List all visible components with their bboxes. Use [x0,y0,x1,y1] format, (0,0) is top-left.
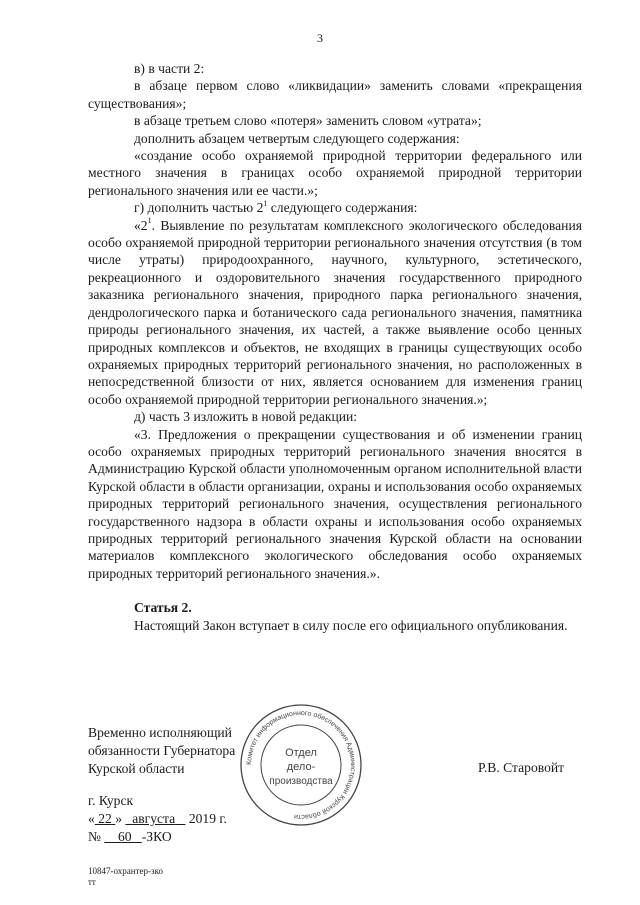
paragraph-abzac1: в абзаце первом слово «ликвидации» заменить словами «прекращения существования»; [88,78,582,111]
document-body [88,60,582,634]
paragraph-part3: «3. Предложения о прекращении существования и об изменении границ особо охраняемых природных территорий регионального значения вносятся в Администрацию Курской области уполномоченным органом исполнительной власти Курской области в области организации, охраны и использования особо охраняемых природных территорий регионального значения, осуществления регионального государственного надзора в области охраны и использования особо охраняемых природных территорий регионального значения Курской области на основании материалов комплексного экологического обследования особо охраняемых природных территорий регионального значения.». [88,426,582,581]
signature-block [88,724,235,778]
paragraph-abzac3: в абзаце третьем слово «потеря» заменить словом «утрата»; [134,113,482,129]
typist-initials: тт [88,877,96,887]
date-mid: » [115,811,122,826]
document-code: 10847-охрантер-зко [88,866,163,876]
paragraph-add4: дополнить абзацем четвертым следующего содержания: [134,130,460,146]
date-open: « [88,811,95,826]
city: г. Курск [88,793,134,808]
stamp-center-line3: производства [269,776,333,787]
paragraph-d: д) часть 3 изложить в новой редакции: [134,409,358,425]
paragraph-g [88,199,582,216]
date-line [88,810,227,828]
stamp-ring-text: Комитет информационного обеспечения Администрации Курской области [245,709,357,821]
signatory-name: Р.В. Старовойт [478,760,565,775]
date-month: августа [132,811,176,826]
paragraph-part21 [88,217,582,408]
office-stamp [236,700,366,830]
stamp-center-line1: Отдел [285,747,317,759]
paragraph-v: в) в части 2: [134,61,205,76]
paragraph-quote-creation: «создание особо охраняемой природной территории федерального или местного значения в границах особо охраняемой природной территории регионального значения или ее части.»; [88,148,582,198]
article-heading: Статья 2. [134,600,192,616]
date-day: 22 [98,811,112,826]
signature-line-2: обязанности Губернатора [88,743,236,758]
signature-line-1: Временно исполняющий [88,725,232,740]
page-number: 3 [317,31,323,45]
footer-code [88,866,163,888]
part21-sup: 1 [147,216,152,226]
stamp-center-line2: дело- [286,761,316,773]
g-sup: 1 [263,198,268,208]
part21-open: «2 [134,217,148,233]
signature-line-3: Курской области [88,761,185,776]
number-prefix: № [88,829,101,844]
place-date-block [88,792,227,846]
part21-body: . Выявление по результатам комплексного экологического обследования особо охраняемой природной территории регионального значения отсутствия (в том числе утраты) природоохранного, научного, культурного, эстетического, рекреационного и оздоровительного значения государственного природного заказника регионального значения, природного парка регионального значения, дендрологического парка и ботанического сада регионального значения, памятника природы регионального значения, их частей, а также выявление особо ценных природных комплексов и объектов, не входящих в границы существующих особо охраняемых природных территорий регионального значения, но расположенных в непосредственной близости от них, является основанием для изменения границ особо охраняемой природной территории регионального значения.»; [88,217,582,407]
article-text: Настоящий Закон вступает в силу после его официального опубликования. [134,617,568,633]
law-number: 60 [117,829,132,844]
date-year: 2019 г. [188,811,227,826]
number-suffix: -ЗКО [141,829,172,844]
g-post: следующего содержания: [267,200,418,216]
g-pre: г) дополнить частью 2 [134,200,264,216]
law-number-line [88,828,227,846]
